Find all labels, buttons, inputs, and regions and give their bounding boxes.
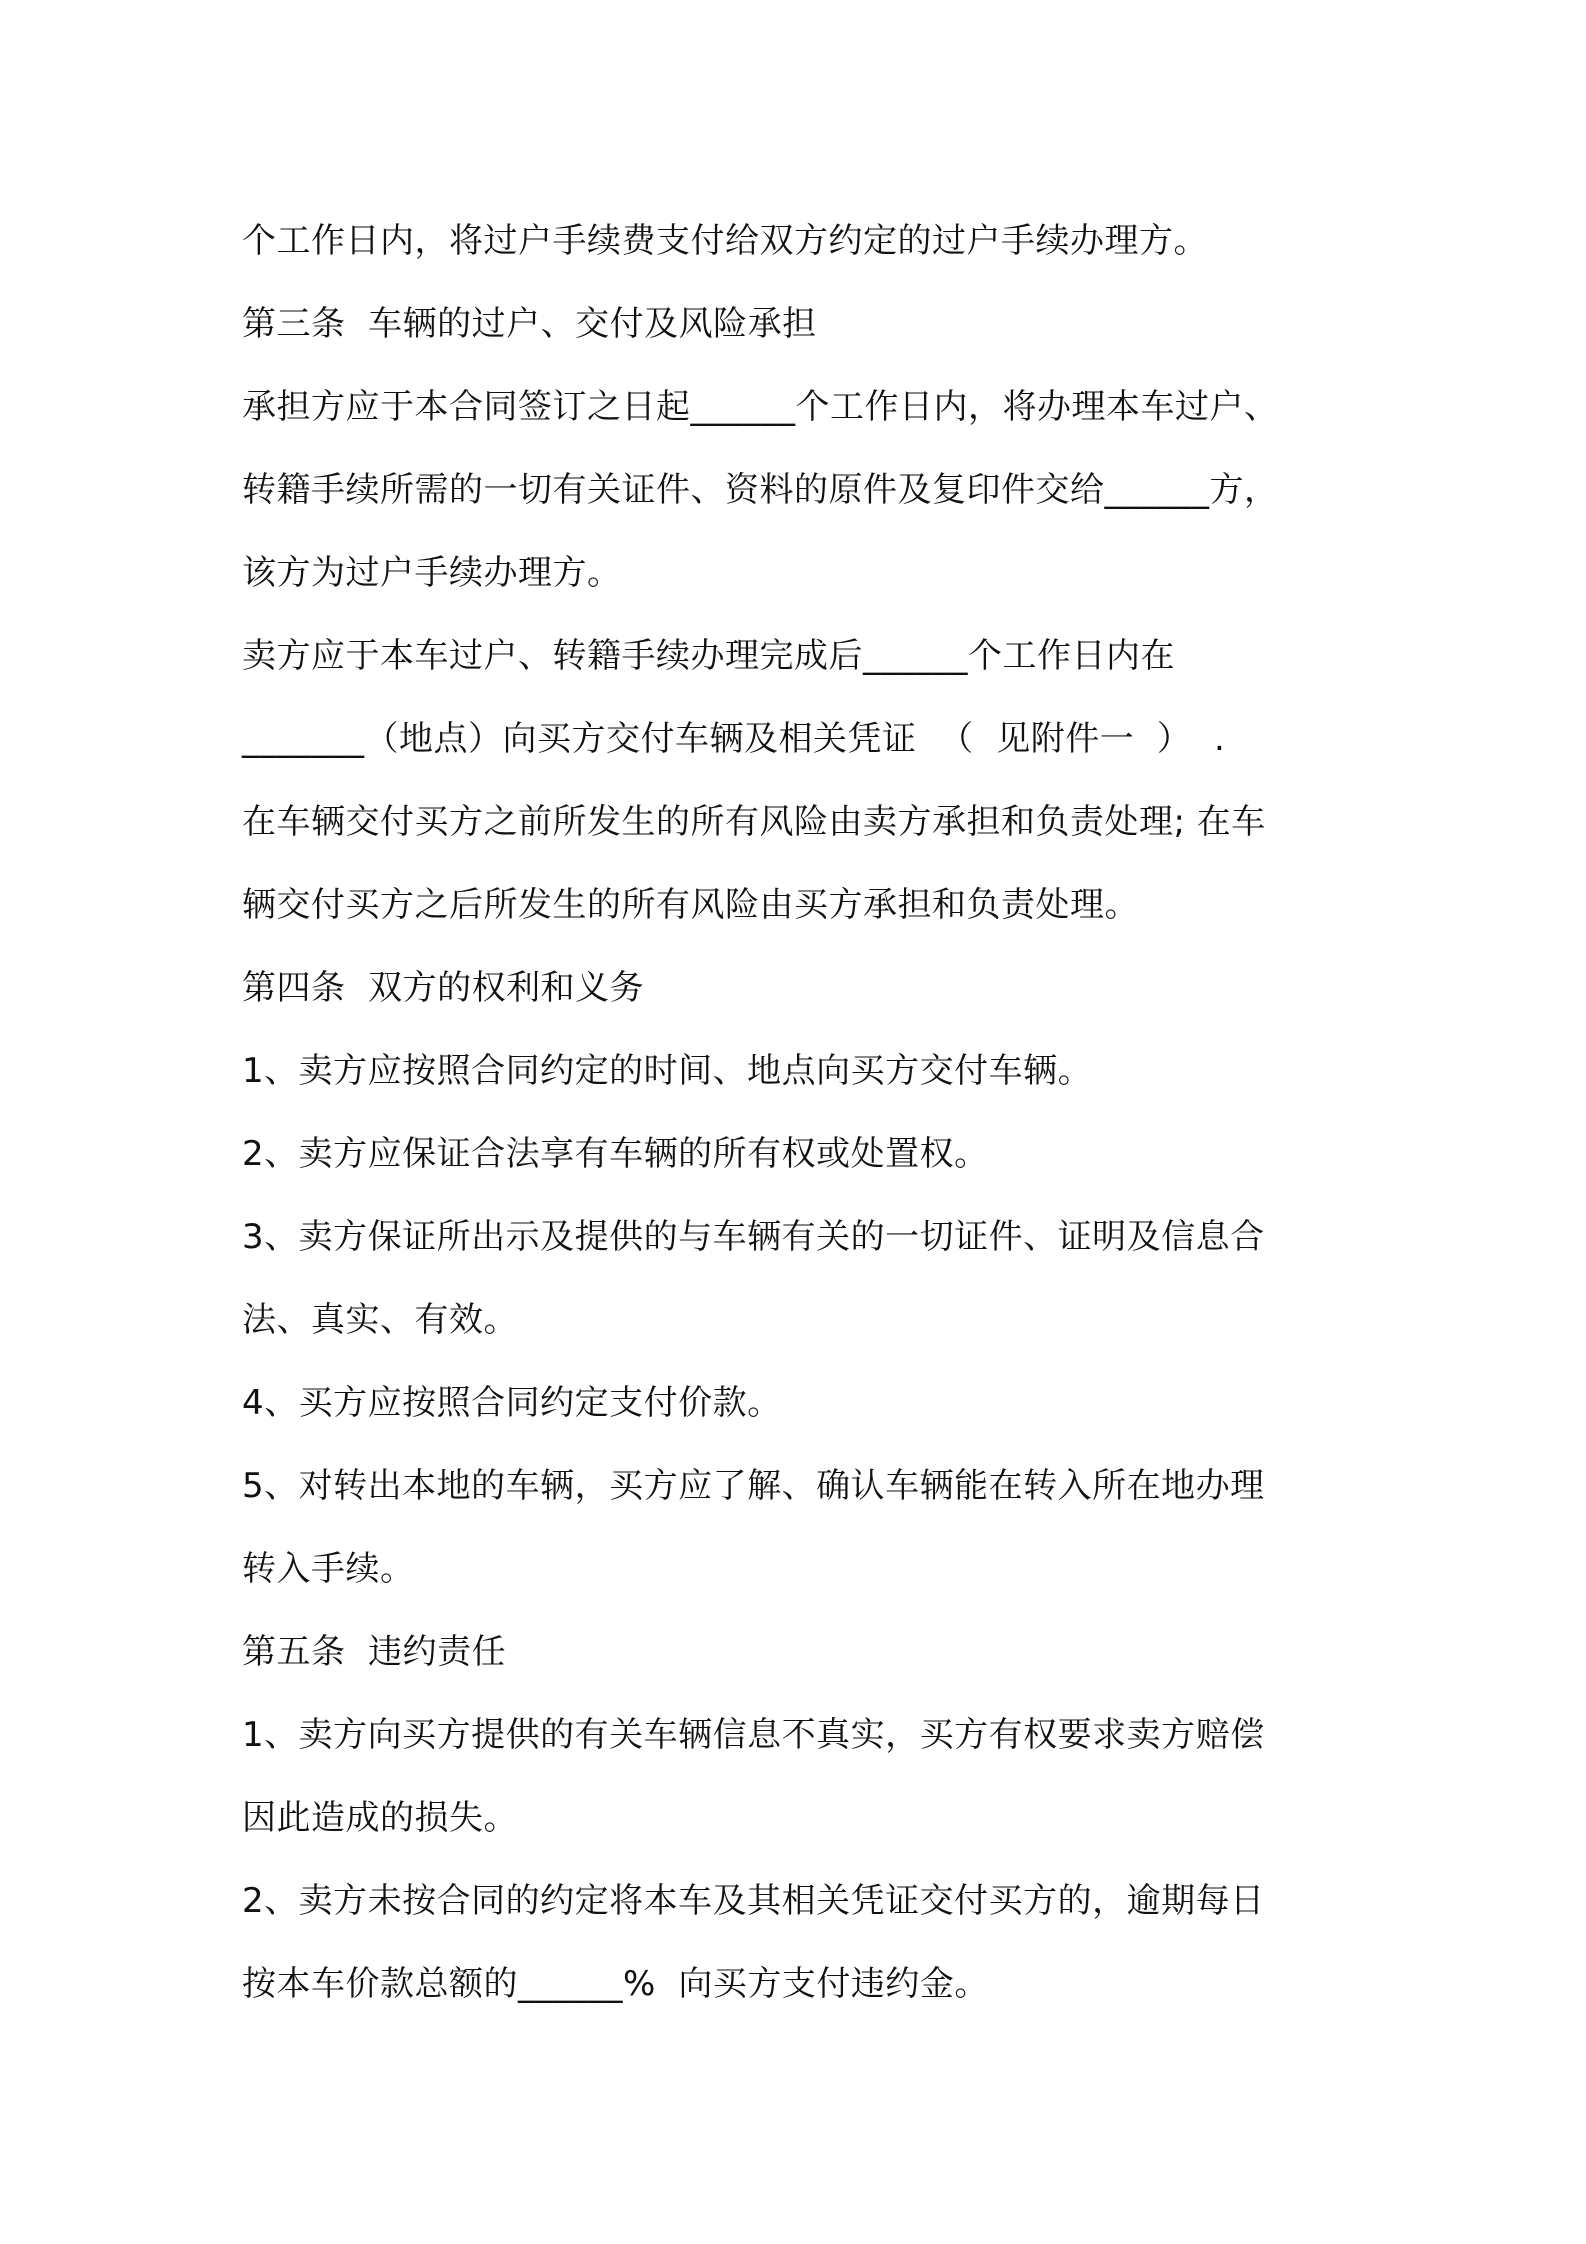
text-line: 承担方应于本合同签订之日起______个工作日内，将办理本车过户、 — [242, 387, 1279, 427]
list-item: 3、卖方保证所出示及提供的与车辆有关的一切证件、证明及信息合 — [242, 1217, 1265, 1257]
list-item: 4、买方应按照合同约定支付价款。 — [242, 1383, 782, 1423]
text-line: 转入手续。 — [242, 1549, 415, 1589]
section-heading: 第五条 违约责任 — [242, 1632, 507, 1672]
list-item: 2、卖方应保证合法享有车辆的所有权或处置权。 — [242, 1134, 989, 1174]
list-item: 5、对转出本地的车辆，买方应了解、确认车辆能在转入所在地办理 — [242, 1466, 1265, 1506]
section-heading: 第三条 车辆的过户、交付及风险承担 — [242, 304, 817, 344]
text-line: 因此造成的损失。 — [242, 1798, 518, 1838]
list-item: 2、卖方未按合同的约定将本车及其相关凭证交付买方的，逾期每日 — [242, 1881, 1265, 1921]
document-body — [242, 200, 1362, 2026]
text-line: 个工作日内，将过户手续费支付给双方约定的过户手续办理方。 — [242, 221, 1208, 261]
text-line: 在车辆交付买方之前所发生的所有风险由卖方承担和负责处理; 在车 — [242, 802, 1266, 842]
text-line: 按本车价款总额的______% 向买方支付违约金。 — [242, 1964, 989, 2004]
section-heading: 第四条 双方的权利和义务 — [242, 968, 645, 1008]
text-line: 卖方应于本车过户、转籍手续办理完成后______个工作日内在 — [242, 636, 1175, 676]
list-item: 1、卖方应按照合同约定的时间、地点向买方交付车辆。 — [242, 1051, 1093, 1091]
list-item: 1、卖方向买方提供的有关车辆信息不真实，买方有权要求卖方赔偿 — [242, 1715, 1265, 1755]
text-line: _______（地点）向买方交付车辆及相关凭证 （ 见附件一 ） . — [242, 719, 1226, 759]
text-line: 辆交付买方之后所发生的所有风险由买方承担和负责处理。 — [242, 885, 1139, 925]
text-line: 该方为过户手续办理方。 — [242, 553, 622, 593]
text-line: 法、真实、有效。 — [242, 1300, 518, 1340]
text-line: 转籍手续所需的一切有关证件、资料的原件及复印件交给______方， — [242, 470, 1279, 510]
